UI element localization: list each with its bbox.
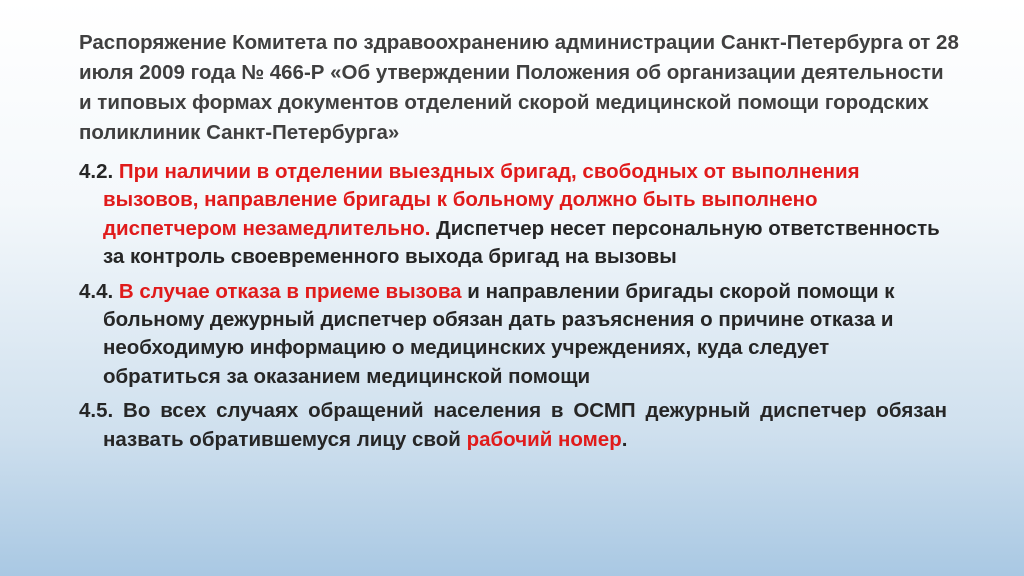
item-4-5	[79, 397, 947, 454]
slide-title: Распоряжение Комитета по здравоохранению администрации Санкт-Петербурга от 28 июля 2009 года № 466-Р «Об утверждении Положения об организации деятельности и типовых формах документов отделений скорой медицинской помощи городских поликлиник Санкт-Петербурга»	[79, 31, 959, 144]
item-4-2	[79, 158, 947, 272]
item-text: 4.5. Во всех случаях обращений населения в ОСМП дежурный диспетчер обязан назвать обратившемуся лицу свой	[79, 399, 947, 451]
highlighted-text: В случае отказа в приеме вызова	[118, 279, 462, 303]
highlighted-text: При наличии в отделении выездных бригад, свободных от выполнения вызовов, направление бригады к больному должно быть выполнено диспетчером незамедлительно.	[103, 160, 860, 240]
item-number: 4.4.	[79, 279, 119, 303]
item-number: 4.2.	[79, 160, 119, 183]
item-4-4	[79, 278, 947, 392]
highlighted-text: рабочий номер	[466, 427, 622, 451]
item-text: Диспетчер несет персональную ответственность за контроль своевременного выхода бригад на вызовы	[103, 216, 940, 269]
item-text: и направлении бригады скорой помощи к больному дежурный диспетчер обязан дать разъяснения о причине отказа и необходимую информацию о медицинских учреждениях, куда следует обратиться за оказанием медицинской помощи	[103, 279, 895, 388]
item-end: .	[621, 427, 628, 451]
slide-body	[79, 158, 947, 460]
